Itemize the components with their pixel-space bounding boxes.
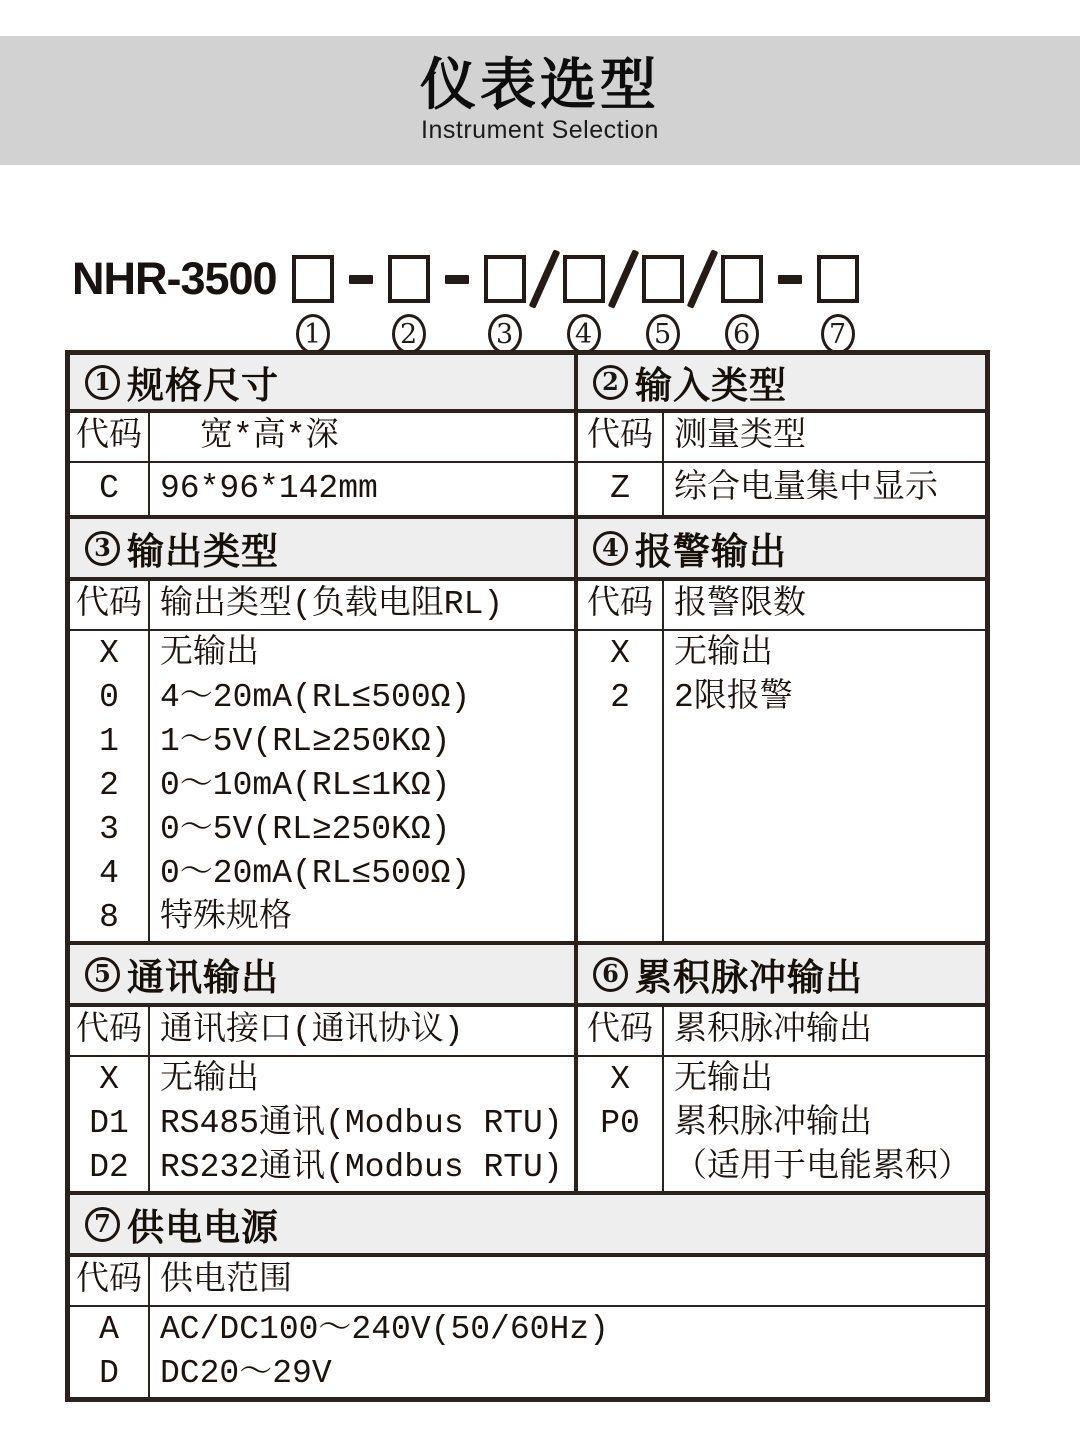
model-prefix-slot <box>72 248 277 362</box>
desc-header-cell: 测量类型 <box>674 418 806 455</box>
model-box-7 <box>817 255 859 303</box>
model-box-5 <box>642 255 684 303</box>
code-header-cell: 代码 <box>578 1007 664 1055</box>
desc-cells <box>150 1307 985 1397</box>
circled-5-icon: 5 <box>85 957 120 992</box>
separator-slash-1 <box>541 248 548 362</box>
model-slot-4 <box>563 248 605 362</box>
model-box-3 <box>484 255 526 303</box>
desc-cells <box>664 631 985 941</box>
section-title-5: 通讯输出 <box>127 957 279 998</box>
position-circle-7-icon: 7 <box>821 314 855 354</box>
code-cells <box>70 1057 150 1191</box>
header-band <box>0 36 1080 165</box>
section-title-1: 规格尺寸 <box>127 365 279 406</box>
circled-4-icon: 4 <box>593 531 628 566</box>
circled-1-icon: 1 <box>85 365 120 400</box>
section-title-2: 输入类型 <box>635 365 787 406</box>
section-title-4: 报警输出 <box>635 531 787 572</box>
section-title-3: 输出类型 <box>127 531 279 572</box>
code-cell: X <box>610 635 630 672</box>
separator-dash-1 <box>349 248 373 362</box>
code-cell: A <box>99 1311 119 1348</box>
dash-icon <box>778 275 802 284</box>
code-cell: X <box>610 1061 630 1098</box>
desc-cell: DC20～29V <box>160 1355 332 1392</box>
desc-cell: 1～5V(RL≥250KΩ) <box>160 723 451 760</box>
desc-cell: 0～5V(RL≥250KΩ) <box>160 811 451 848</box>
code-header-cell: 代码 <box>70 413 150 461</box>
code-cell: D <box>99 1355 119 1392</box>
page-title: 仪表选型 <box>420 52 660 116</box>
desc-cells <box>664 1057 985 1191</box>
model-box-1 <box>292 255 334 303</box>
position-circle-1-icon: 1 <box>296 314 330 354</box>
code-cell: D2 <box>89 1149 129 1186</box>
code-cell: Z <box>610 470 630 507</box>
code-cell: D1 <box>89 1105 129 1142</box>
desc-cell: RS232通讯(Modbus RTU) <box>160 1149 563 1186</box>
desc-header-cell: 累积脉冲输出 <box>674 1012 872 1049</box>
desc-cell: RS485通讯(Modbus RTU) <box>160 1105 563 1142</box>
position-circle-3-icon: 3 <box>488 314 522 354</box>
code-cell: 3 <box>99 811 119 848</box>
code-cell: 1 <box>99 723 119 760</box>
model-slot-1 <box>292 248 334 362</box>
spec-table <box>65 350 990 1402</box>
code-cells <box>70 1307 150 1397</box>
desc-cell: 综合电量集中显示 <box>674 470 938 507</box>
code-cell: X <box>99 635 119 672</box>
table-group-1-2 <box>70 355 985 515</box>
position-circle-4-icon: 4 <box>567 314 601 354</box>
desc-cell: 96*96*142mm <box>160 470 378 507</box>
desc-cell: 4～20mA(RL≤500Ω) <box>160 679 471 716</box>
code-header-cell: 代码 <box>70 581 150 629</box>
code-cell: 2 <box>610 679 630 716</box>
model-prefix: NHR-3500 <box>72 253 277 304</box>
desc-cells <box>150 631 574 941</box>
section-header-5 <box>70 945 574 1003</box>
model-slot-7 <box>817 248 859 362</box>
code-cell: C <box>99 470 119 507</box>
circled-2-icon: 2 <box>593 365 628 400</box>
model-slot-6 <box>721 248 763 362</box>
desc-cells <box>150 463 574 515</box>
section-header-1 <box>70 355 574 409</box>
separator-slash-3 <box>699 248 706 362</box>
desc-cell: 0～20mA(RL≤500Ω) <box>160 855 471 892</box>
dash-icon <box>445 275 469 284</box>
code-header-cell: 代码 <box>70 1007 150 1055</box>
separator-dash-3 <box>778 248 802 362</box>
code-header-cell: 代码 <box>578 413 664 461</box>
circled-7-icon: 7 <box>85 1207 120 1242</box>
section-title-7: 供电电源 <box>127 1207 279 1248</box>
desc-cell: 0～10mA(RL≤1KΩ) <box>160 767 451 804</box>
model-ordering-line <box>72 248 859 362</box>
desc-header-cell: 供电范围 <box>160 1262 292 1299</box>
table-group-3-4 <box>70 515 985 941</box>
table-group-7 <box>70 1191 985 1397</box>
code-cell: P0 <box>600 1105 640 1142</box>
desc-header-cell: 通讯接口(通讯协议) <box>160 1012 464 1049</box>
desc-cell: （适用于电能累积） <box>674 1149 971 1186</box>
code-cell: 2 <box>99 767 119 804</box>
desc-cells <box>150 1057 574 1191</box>
model-box-6 <box>721 255 763 303</box>
desc-header-cell: 输出类型(负载电阻RL) <box>160 586 504 623</box>
model-box-2 <box>388 255 430 303</box>
code-header-cell: 代码 <box>578 581 664 629</box>
desc-cell: 无输出 <box>160 635 259 672</box>
code-cell: X <box>99 1061 119 1098</box>
code-cells <box>578 1057 664 1191</box>
code-cell: 0 <box>99 679 119 716</box>
code-cells <box>70 463 150 515</box>
code-cell: 8 <box>99 899 119 936</box>
desc-cells <box>664 463 985 515</box>
page-subtitle: Instrument Selection <box>421 116 659 145</box>
desc-header-cell: 报警限数 <box>674 586 806 623</box>
slash-icon <box>528 249 560 308</box>
position-circle-6-icon: 6 <box>725 314 759 354</box>
section-header-3 <box>70 519 574 577</box>
circled-3-icon: 3 <box>85 531 120 566</box>
code-cell <box>578 1146 662 1190</box>
model-slot-2 <box>388 248 430 362</box>
model-slot-3 <box>484 248 526 362</box>
position-circle-2-icon: 2 <box>392 314 426 354</box>
table-group-5-6 <box>70 941 985 1191</box>
model-box-4 <box>563 255 605 303</box>
circled-6-icon: 6 <box>593 957 628 992</box>
slash-icon <box>607 249 639 308</box>
desc-cell: 无输出 <box>674 1061 773 1098</box>
desc-cell: 无输出 <box>160 1061 259 1098</box>
dash-icon <box>349 275 373 284</box>
section-header-4 <box>574 519 985 577</box>
slash-icon <box>686 249 718 308</box>
separator-dash-2 <box>445 248 469 362</box>
desc-cell: 特殊规格 <box>160 899 292 936</box>
desc-cell: 累积脉冲输出 <box>674 1105 872 1142</box>
desc-header-cell: 宽*高*深 <box>200 418 339 455</box>
desc-cell: 2限报警 <box>674 679 793 716</box>
section-header-6 <box>574 945 985 1003</box>
desc-cell: AC/DC100～240V(50/60Hz) <box>160 1311 609 1348</box>
code-cells <box>70 631 150 941</box>
desc-cell: 无输出 <box>674 635 773 672</box>
code-header-cell: 代码 <box>70 1257 150 1305</box>
separator-slash-2 <box>620 248 627 362</box>
code-cells <box>578 631 664 941</box>
code-cells <box>578 463 664 515</box>
section-title-6: 累积脉冲输出 <box>635 957 863 998</box>
code-cell: 4 <box>99 855 119 892</box>
model-slot-5 <box>642 248 684 362</box>
position-circle-5-icon: 5 <box>646 314 680 354</box>
section-header-7 <box>70 1195 985 1253</box>
section-header-2 <box>574 355 985 409</box>
